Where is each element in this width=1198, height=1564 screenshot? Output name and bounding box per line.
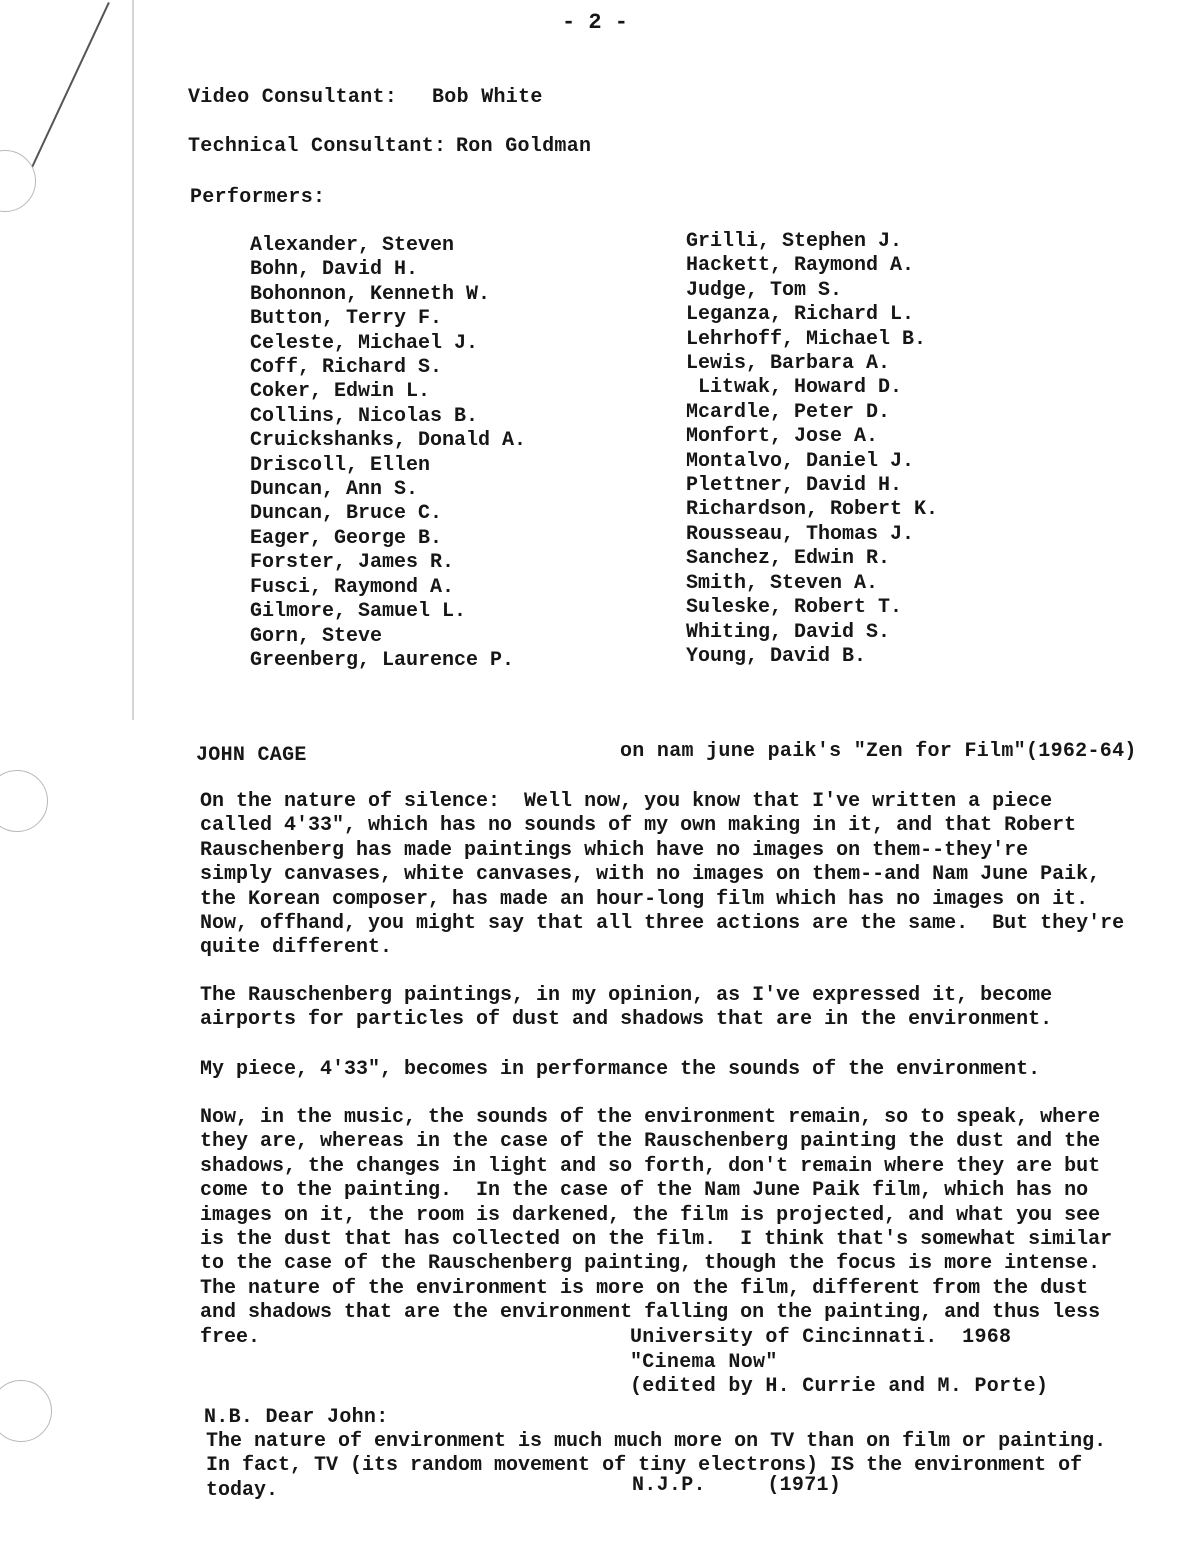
text-line: The nature of environment is much much more on TV than on film or painting. [206, 1430, 1107, 1453]
performer-name: Judge, Tom S. [686, 278, 843, 302]
performer-name: Bohonnon, Kenneth W. [250, 282, 491, 306]
text-line: Now, in the music, the sounds of the environment remain, so to speak, where [200, 1106, 1101, 1129]
performer-name: Lewis, Barbara A. [686, 352, 891, 376]
performer-name: Greenberg, Laurence P. [250, 648, 515, 672]
note-signature: N.J.P. (1971) [632, 1474, 842, 1497]
essay-subject: on nam june paik's "Zen for Film"(1962-64) [620, 740, 1137, 763]
performer-name: Mcardle, Peter D. [686, 400, 891, 424]
text-line: to the case of the Rauschenberg painting, though the focus is more intense. [200, 1252, 1101, 1276]
performer-name: Whiting, David S. [686, 620, 891, 644]
essay-paragraph-433 [200, 1058, 1160, 1082]
text-line: simply canvases, white canvases, with no images on them--and Nam June Paik, [200, 863, 1101, 887]
performer-name: Bohn, David H. [250, 258, 419, 282]
performer-name: Duncan, Bruce C. [250, 502, 443, 526]
page-number: - 2 - [562, 10, 629, 35]
performer-name: Gilmore, Samuel L. [250, 600, 467, 624]
performer-name: Fusci, Raymond A. [250, 575, 455, 599]
performer-name: Gorn, Steve [250, 624, 383, 648]
text-line: shadows, the changes in light and so forth, don't remain where they are but [200, 1154, 1101, 1178]
text-line: images on it, the room is darkened, the film is projected, and what you see [200, 1203, 1101, 1227]
performer-name: Driscoll, Ellen [250, 453, 431, 477]
text-line: My piece, 4'33", becomes in performance the sounds of the environment. [200, 1058, 1041, 1081]
performer-name: Leganza, Richard L. [686, 303, 915, 327]
performer-name: Coker, Edwin L. [250, 380, 431, 404]
pen-stroke-mark [28, 2, 110, 175]
text-line: The nature of the environment is more on the film, different from the dust [200, 1276, 1089, 1300]
performer-name: Young, David B. [686, 644, 867, 668]
essay-paragraph-rauschenberg [200, 984, 1160, 1033]
text-line: called 4'33", which has no sounds of my own making in it, and that Robert [200, 814, 1077, 838]
essay-paragraph-silence [200, 790, 1160, 961]
performer-name: Grilli, Stephen J. [686, 230, 903, 253]
performer-name: Rousseau, Thomas J. [686, 522, 915, 546]
performer-name: Cruickshanks, Donald A. [250, 429, 527, 453]
performer-name: Hackett, Raymond A. [686, 254, 915, 278]
text-line: and shadows that are the environment falling on the painting, and thus less [200, 1301, 1101, 1325]
performers-left-column [250, 234, 526, 673]
video-consultant-label: Video Consultant: [188, 86, 398, 109]
performer-name: Montalvo, Daniel J. [686, 449, 915, 473]
performer-name: Coff, Richard S. [250, 356, 443, 380]
text-line: Rauschenberg has made paintings which have no images on them--they're [200, 838, 1029, 862]
performer-name: Forster, James R. [250, 551, 455, 575]
source-line-title: "Cinema Now" [630, 1351, 778, 1374]
performer-name: Plettner, David H. [686, 474, 903, 498]
essay-paragraph-music [200, 1106, 1160, 1350]
punch-hole-bottom [0, 1380, 52, 1442]
performers-label: Performers: [190, 186, 326, 209]
performer-name: Eager, George B. [250, 526, 443, 550]
essay-author: JOHN CAGE [196, 744, 307, 767]
performer-name: Collins, Nicolas B. [250, 404, 479, 428]
text-line: today. [206, 1478, 279, 1502]
punch-hole-top [0, 150, 36, 212]
text-line: The Rauschenberg paintings, in my opinion, as I've expressed it, become [200, 984, 1053, 1007]
text-line: quite different. [200, 936, 393, 960]
technical-consultant-label: Technical Consultant: [188, 135, 447, 158]
performer-name: Smith, Steven A. [686, 571, 879, 595]
source-line-university: University of Cincinnati. 1968 [630, 1326, 1012, 1349]
punch-hole-middle [0, 770, 48, 832]
binding-margin-line [132, 0, 134, 720]
performer-name: Alexander, Steven [250, 234, 455, 257]
performer-name: Lehrhoff, Michael B. [686, 327, 927, 351]
text-line: the Korean composer, has made an hour-long film which has no images on it. [200, 887, 1089, 911]
performer-name: Button, Terry F. [250, 307, 443, 331]
note-salutation: N.B. Dear John: [204, 1406, 389, 1429]
text-line: airports for particles of dust and shadows that are in the environment. [200, 1008, 1053, 1032]
performer-name: Monfort, Jose A. [686, 425, 879, 449]
text-line: On the nature of silence: Well now, you know that I've written a piece [200, 790, 1053, 813]
performers-right-column [686, 230, 938, 669]
performer-name: Suleske, Robert T. [686, 596, 903, 620]
performer-name: Duncan, Ann S. [250, 478, 419, 502]
text-line: free. [200, 1325, 261, 1349]
technical-consultant-name: Ron Goldman [456, 135, 592, 158]
performer-name: Litwak, Howard D. [686, 376, 903, 400]
text-line: is the dust that has collected on the film. I think that's somewhat similar [200, 1228, 1113, 1252]
text-line: Now, offhand, you might say that all three actions are the same. But they're [200, 912, 1125, 936]
performer-name: Sanchez, Edwin R. [686, 547, 891, 571]
performer-name: Richardson, Robert K. [686, 498, 939, 522]
performer-name: Celeste, Michael J. [250, 331, 479, 355]
video-consultant-name: Bob White [432, 86, 543, 109]
source-line-editors: (edited by H. Currie and M. Porte) [630, 1375, 1049, 1398]
text-line: come to the painting. In the case of the Nam June Paik film, which has no [200, 1179, 1089, 1203]
text-line: they are, whereas in the case of the Rauschenberg painting the dust and the [200, 1130, 1101, 1154]
text-line: In fact, TV (its random movement of tiny electrons) IS the environment of [206, 1454, 1083, 1478]
